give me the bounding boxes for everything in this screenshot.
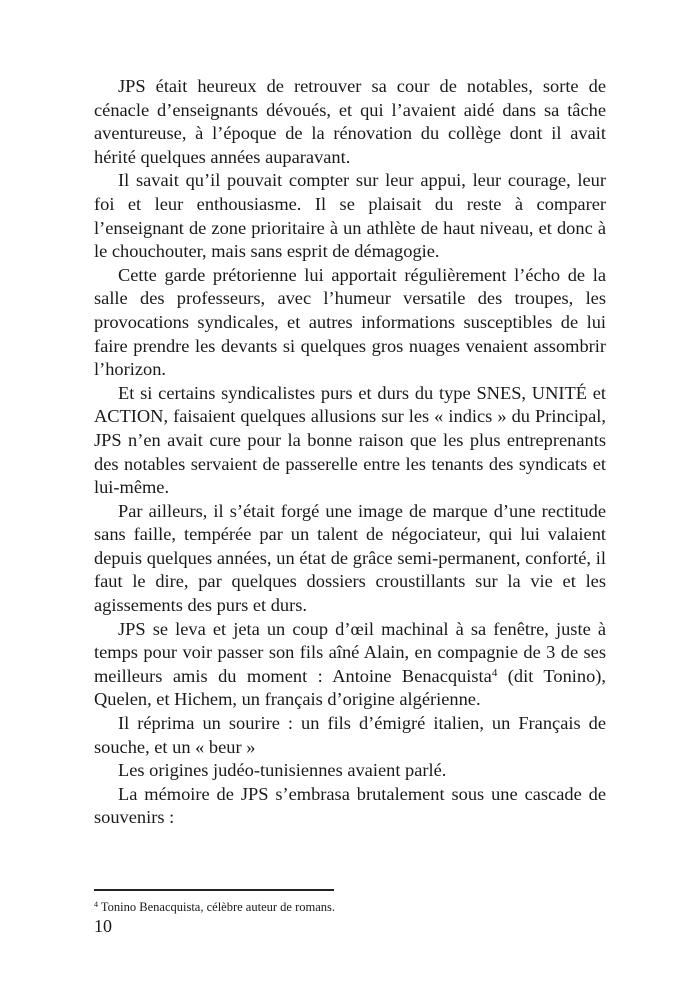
paragraph-9: La mémoire de JPS s’embrasa brutalement sous une cascade de souvenirs : — [94, 783, 606, 828]
paragraph-6-text-after: (dit Tonino), Quelen, et Hichem, un français d’origine algérienne. — [94, 665, 606, 710]
paragraph-2: Il savait qu’il pouvait compter sur leur appui, leur courage, leur foi et leur enthousiasme. Il se plaisait du reste à comparer l’enseignant de zone prioritaire à un athlète de haut niveau, et donc à le chouchouter, mais sans esprit de démagogie. — [94, 170, 606, 262]
body-text — [94, 75, 606, 830]
footnote-text: Tonino Benacquista, célèbre auteur de romans. — [98, 900, 336, 914]
footnote-number: 4 — [94, 900, 98, 909]
paragraph-8: Les origines judéo-tunisiennes avaient parlé. — [118, 760, 447, 781]
paragraph-6-text-before: JPS se leva et jeta un coup d’œil machinal à sa fenêtre, juste à temps pour voir passer son fils aîné Alain, en compagnie de 3 de ses meilleurs amis du moment : Antoine Benacquista — [94, 618, 606, 686]
page-number: 10 — [94, 916, 112, 936]
paragraph-4: Et si certains syndicalistes purs et durs du type SNES, UNITÉ et ACTION, faisaient quelques allusions sur les « indics » du Principal, JPS n’en avait cure pour la bonne raison que les plus entreprenants des notables servaient de passerelle entre les tenants des syndicats et lui-même. — [94, 382, 606, 498]
paragraph-1: JPS était heureux de retrouver sa cour de notables, sorte de cénacle d’enseignants dévoués, et qui l’avaient aidé dans sa tâche aventureuse, à l’époque de la rénovation du collège dont il avait hérité quelques années auparavant. — [94, 76, 606, 167]
footnote — [94, 900, 606, 915]
paragraph-7: Il réprima un sourire : un fils d’émigré italien, un Français de souche, et un « beur » — [94, 713, 606, 757]
footnote-divider — [94, 889, 334, 891]
paragraph-5: Par ailleurs, il s’était forgé une image de marque d’une rectitude sans faille, tempérée par un talent de négociateur, qui lui valaient depuis quelques années, un état de grâce semi-permanent, conforté, il faut le dire, par quelques dossiers croustillants sur la vie et les agissements des purs et durs. — [94, 500, 606, 616]
paragraph-3: Cette garde prétorienne lui apportait régulièrement l’écho de la salle des professeurs, avec l’humeur versatile des troupes, les provocations syndicales, et autres informations susceptibles de lui faire prendre les devants si quelques gros nuages venaient assombrir l’horizon. — [94, 264, 606, 380]
paragraph-6 — [94, 618, 606, 712]
footnote-reference-marker: 4 — [491, 666, 498, 679]
